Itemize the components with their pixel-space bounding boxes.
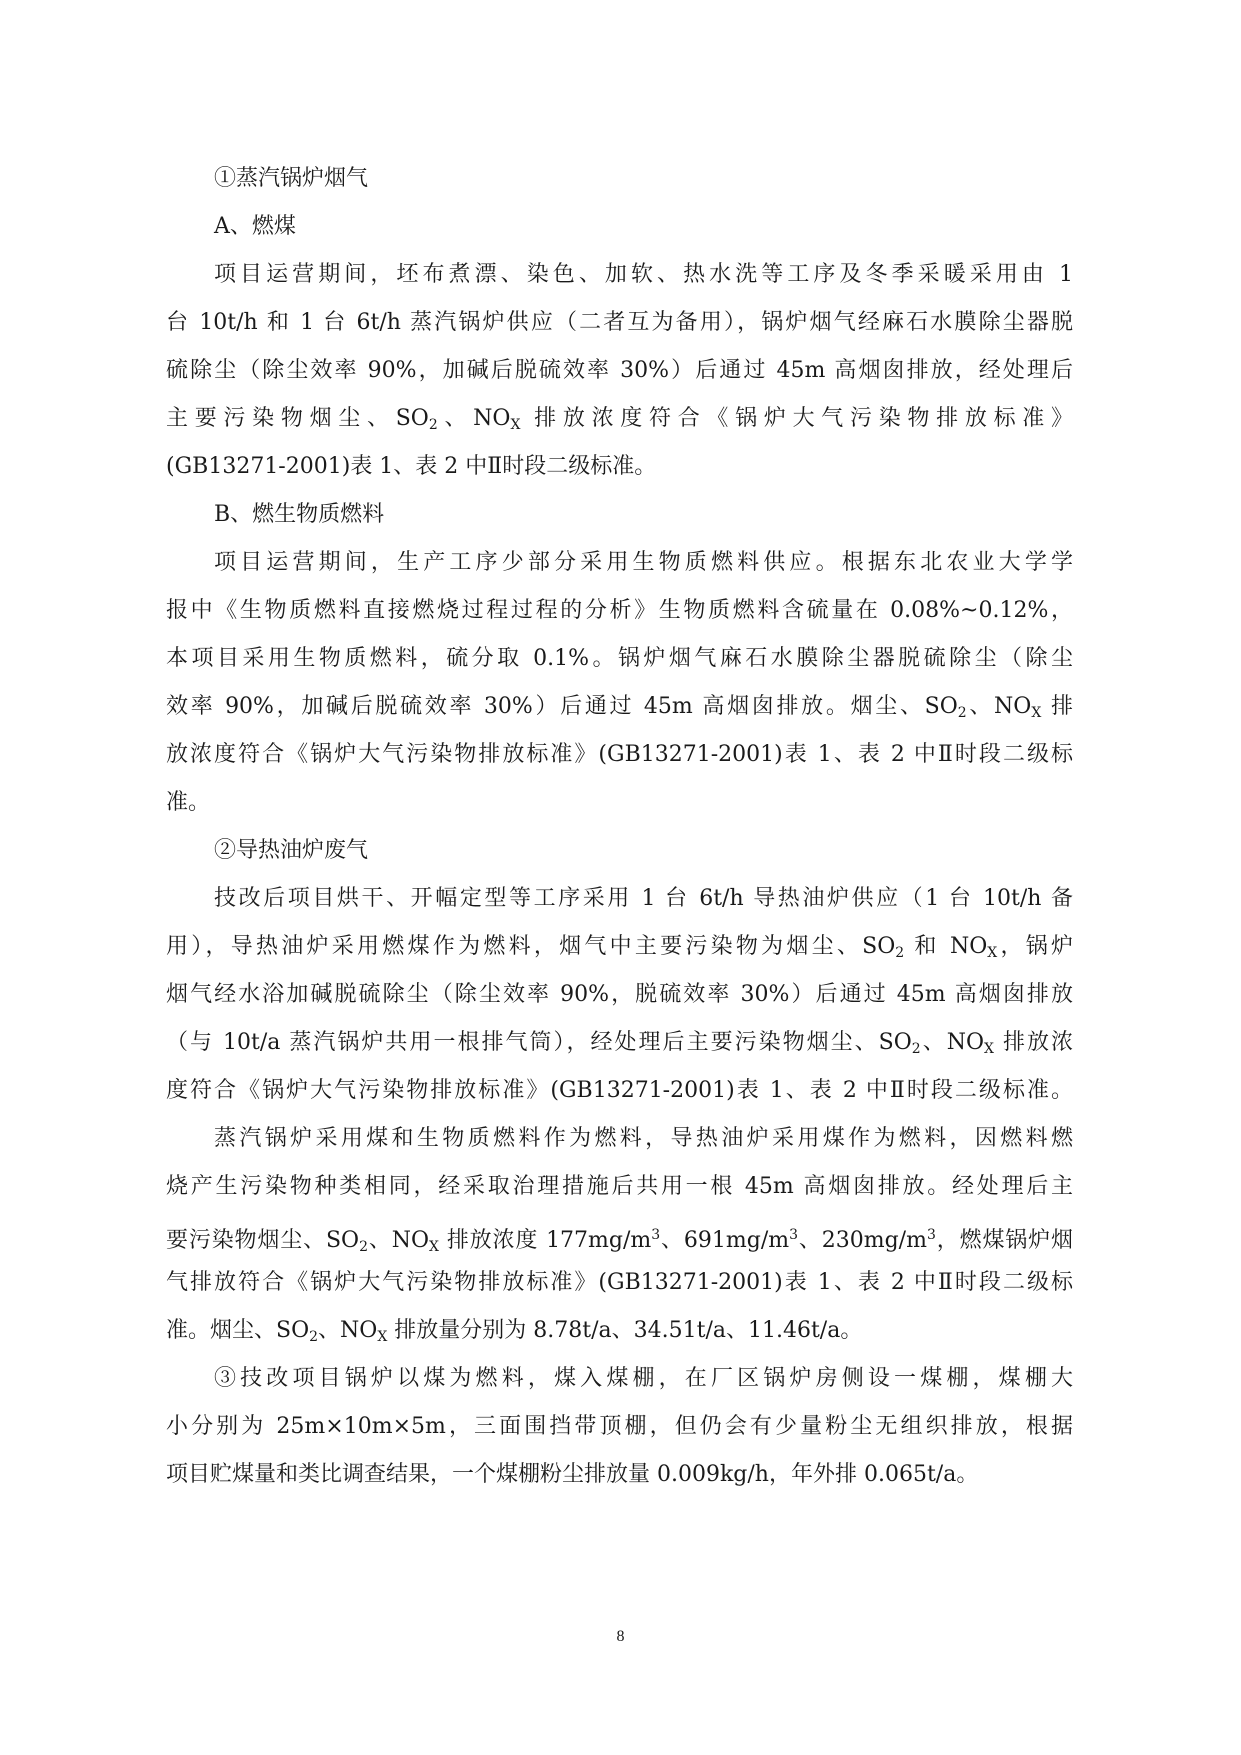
text-line	[166, 587, 1073, 635]
subscript: 2	[359, 1239, 368, 1255]
text-segment: 、NO	[966, 694, 1032, 719]
text-segment: 准。	[166, 790, 211, 815]
text-segment: 烧产生污染物种类相同，经采取治理措施后共用一根 45m 高烟囱排放。经处理后主	[166, 1174, 1073, 1199]
page-number: 8	[616, 1628, 625, 1645]
text-segment: 、230mg/m	[798, 1228, 927, 1253]
text-segment: ，锅炉	[997, 934, 1073, 959]
subscript: X	[429, 1239, 439, 1255]
subscript: 2	[911, 1041, 921, 1057]
text-line	[166, 1067, 1073, 1115]
superscript: 3	[651, 1227, 661, 1243]
text-line	[166, 875, 1073, 923]
text-line	[166, 827, 1073, 875]
text-segment: 和 NO	[904, 934, 988, 959]
text-line	[166, 1307, 1073, 1355]
text-line	[166, 1355, 1073, 1403]
text-line	[166, 251, 1073, 299]
subscript: X	[984, 1041, 994, 1057]
text-segment: 排放浓度 177mg/m	[438, 1228, 652, 1253]
text-segment: 本项目采用生物质燃料，硫分取 0.1%。锅炉烟气麻石水膜除尘器脱硫除尘（除尘	[166, 646, 1073, 671]
text-line	[166, 1019, 1073, 1067]
text-line	[166, 1259, 1073, 1307]
text-line	[166, 923, 1073, 971]
text-line	[166, 299, 1073, 347]
text-line	[166, 1211, 1073, 1259]
text-segment: 小分别为 25m×10m×5m，三面围挡带顶棚，但仍会有少量粉尘无组织排放，根据	[166, 1414, 1073, 1439]
text-segment: 效率 90%，加碱后脱硫效率 30%）后通过 45m 高烟囱排放。烟尘、SO	[166, 694, 958, 719]
text-segment: ①蒸汽锅炉烟气	[214, 166, 369, 191]
text-line	[166, 203, 1073, 251]
text-segment: 、NO	[437, 406, 511, 431]
text-line	[166, 1403, 1073, 1451]
text-segment: ②导热油炉废气	[214, 838, 369, 863]
subscript: X	[987, 945, 998, 961]
subscript: X	[377, 1329, 388, 1345]
text-line	[166, 443, 1073, 491]
text-segment: 、NO	[368, 1228, 429, 1253]
text-segment: 项目贮煤量和类比调查结果，一个煤棚粉尘排放量 0.009kg/h，年外排 0.065t/a。	[166, 1462, 979, 1487]
subscript: X	[510, 417, 521, 433]
text-line	[166, 731, 1073, 779]
text-segment: 烟气经水浴加碱脱硫除尘（除尘效率 90%，脱硫效率 30%）后通过 45m 高烟囱排放	[166, 982, 1073, 1007]
text-line	[166, 1163, 1073, 1211]
text-segment: 放浓度符合《锅炉大气污染物排放标准》(GB13271-2001)表 1、表 2 中Ⅱ时段二级标	[166, 742, 1073, 767]
text-segment: (GB13271-2001)表 1、表 2 中Ⅱ时段二级标准。	[166, 454, 657, 479]
text-segment: 硫除尘（除尘效率 90%，加碱后脱硫效率 30%）后通过 45m 高烟囱排放，经处理后	[166, 358, 1073, 383]
text-segment: ③技改项目锅炉以煤为燃料，煤入煤棚，在厂区锅炉房侧设一煤棚，煤棚大	[214, 1366, 1073, 1391]
text-segment: A、燃煤	[214, 214, 296, 239]
subscript: X	[1031, 705, 1042, 721]
text-segment: ，燃煤锅炉烟	[935, 1228, 1073, 1253]
subscript: 2	[895, 945, 905, 961]
subscript: 2	[309, 1329, 319, 1345]
text-segment: 台 10t/h 和 1 台 6t/h 蒸汽锅炉供应（二者互为备用），锅炉烟气经麻石水膜除尘器脱	[166, 310, 1073, 335]
text-line	[166, 155, 1073, 203]
text-line	[166, 491, 1073, 539]
superscript: 3	[926, 1227, 936, 1243]
superscript: 3	[789, 1227, 799, 1243]
text-line	[166, 971, 1073, 1019]
text-segment: 度符合《锅炉大气污染物排放标准》(GB13271-2001)表 1、表 2 中Ⅱ时段二级标准。	[166, 1078, 1073, 1103]
text-segment: 报中《生物质燃料直接燃烧过程过程的分析》生物质燃料含硫量在 0.08%~0.12%，	[166, 598, 1073, 623]
text-segment: （与 10t/a 蒸汽锅炉共用一根排气筒），经处理后主要污染物烟尘、SO	[166, 1030, 912, 1055]
text-segment: 项目运营期间，生产工序少部分采用生物质燃料供应。根据东北农业大学学	[214, 550, 1073, 575]
text-line	[166, 779, 1073, 827]
text-segment: 要污染物烟尘、SO	[166, 1228, 360, 1253]
text-segment: 用），导热油炉采用燃煤作为燃料，烟气中主要污染物为烟尘、SO	[166, 934, 896, 959]
text-segment: B、燃生物质燃料	[214, 502, 385, 527]
text-segment: 、691mg/m	[660, 1228, 790, 1253]
text-segment: 蒸汽锅炉采用煤和生物质燃料作为燃料，导热油炉采用煤作为燃料，因燃料燃	[214, 1126, 1073, 1151]
text-segment: 、NO	[318, 1318, 378, 1343]
text-segment: 项目运营期间，坯布煮漂、染色、加软、热水洗等工序及冬季采暖采用由 1	[214, 262, 1073, 287]
text-line	[166, 347, 1073, 395]
text-segment: 排	[1041, 694, 1073, 719]
text-line	[166, 683, 1073, 731]
text-line	[166, 1451, 1073, 1499]
subscript: 2	[957, 705, 967, 721]
text-line	[166, 635, 1073, 683]
text-segment: 排放浓	[993, 1030, 1073, 1055]
document-body	[166, 155, 1073, 1499]
text-segment: 排放量分别为 8.78t/a、34.51t/a、11.46t/a。	[387, 1318, 863, 1343]
text-segment: 准。烟尘、SO	[166, 1318, 310, 1343]
text-segment: 、NO	[920, 1030, 984, 1055]
text-segment: 技改后项目烘干、开幅定型等工序采用 1 台 6t/h 导热油炉供应（1 台 10t/h 备	[214, 886, 1073, 911]
text-line	[166, 539, 1073, 587]
text-segment: 排放浓度符合《锅炉大气污染物排放标准》	[520, 406, 1073, 431]
text-segment: 主要污染物烟尘、SO	[166, 406, 429, 431]
text-line	[166, 1115, 1073, 1163]
text-segment: 气排放符合《锅炉大气污染物排放标准》(GB13271-2001)表 1、表 2 中Ⅱ时段二级标	[166, 1270, 1073, 1295]
subscript: 2	[428, 417, 438, 433]
text-line	[166, 395, 1073, 443]
